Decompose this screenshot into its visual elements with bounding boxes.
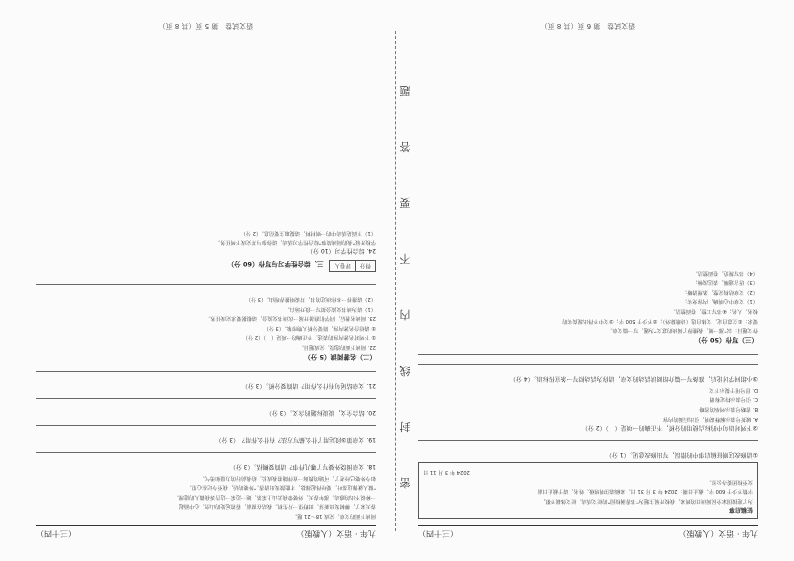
seal-char: 不 (399, 252, 411, 265)
question-22-line: 22. 阅读下面的选段，完成题目。 (298, 344, 376, 351)
writing-prompt-line: 校名、人名；④书写工整，卷面整洁。 (670, 308, 758, 315)
question-19: 19. 文章第③段运用了什么描写方法？有什么作用？（3 分） (215, 436, 376, 444)
seal-char: 封 (399, 420, 411, 433)
passage-line: 春天来了，柳树发出新芽，田野里一片生机。我站在窗前，看着远处的山峦，心中涌起 (178, 503, 376, 510)
scoring-item: （4）书写规范，卷面整洁。 (692, 269, 758, 276)
question-23-line: 23. 阅读名著后，同学们准备开展一次读书交流会，请根据要求完成任务。 (205, 315, 376, 322)
option-a: A. 破折号表示解释说明，引出后面的内容 (663, 415, 758, 422)
question-24-line: （1）下面是活动中的一则材料，请提取主要信息。（2 分） (240, 229, 376, 236)
seal-char: 线 (399, 364, 411, 377)
scoring-item: （3）语言通顺，表达流畅； (692, 279, 758, 286)
question-a: ①请修改这则征稿启事中的错误，写出修改意见。（1 分） (605, 450, 758, 458)
passage-line: 阅读下面的文章，完成 18～21 题。 (292, 513, 376, 519)
seal-char: 答 (399, 140, 411, 153)
question-c: ③小组同学讨论后，准备写一篇介绍阅读活动的文章，请你为活动拟写一条宣传标语。（4 分） (509, 375, 758, 383)
question-23-line: （2）请推荐一本你读过的书，并说明推荐理由。（3 分） (245, 296, 376, 303)
option-c: C. 引号表示特定称谓 (709, 396, 758, 403)
question-b: ②下列对语句中的标点使用的分析，不正确的一项是（ ）（2 分） (581, 423, 758, 431)
question-21: 21. 文章结尾句有什么作用？请简要分析。（3 分） (241, 382, 376, 390)
section-heading-row (36, 257, 376, 275)
scoring-item: （1）文章中心明确，内容充实； (682, 298, 758, 305)
passage-line: “做人就像这茶叶，要经得起揉捻，才能散发出清香。”外婆的话，我至今记在心里。 (186, 484, 376, 491)
writing-section-title: （三）写作（50 分） (694, 336, 758, 345)
notice-box (418, 462, 758, 519)
question-23-line: （1）请为读书交流会拟写一段开场白。 (284, 305, 376, 312)
seal-char: 密 (399, 476, 411, 489)
page-footer: 语文试卷 第 6 页（共 8 页） (540, 22, 636, 30)
page-footer: 语文试卷 第 5 页（共 8 页） (158, 22, 254, 30)
option-d: D. 冒号用于提示下文 (709, 386, 758, 393)
classics-section-title: （二）名著阅读（5 分） (304, 353, 376, 362)
grader-label: 评卷人 (334, 262, 351, 269)
notice-line: 为了迎接国家全民阅读日的到来，我校开展主题为“书香满校园”的征文活动。征文体裁不限， (540, 498, 753, 504)
answer-line[interactable] (36, 284, 376, 285)
page-header (418, 525, 758, 539)
binding-gutter (376, 0, 416, 561)
passage-line: 一种说不出的感动。那年春天，外婆带我去山上采茶，她一边采一边告诉我做人的道理。 (173, 493, 376, 500)
notice-date: 2024 年 3 月 11 日 (423, 469, 470, 476)
seal-char: 内 (399, 308, 411, 321)
answer-line[interactable] (36, 398, 376, 399)
notice-title: 征稿启事 (728, 506, 753, 513)
notice-line: 字数不少于 600 字。截止日期：2024 年 3 月 31 日。来稿请注明班级、姓名，请于截止日前 (537, 488, 753, 495)
answer-line[interactable] (36, 371, 376, 372)
option-b: B. 省略号表示列举的省略 (699, 406, 758, 413)
answer-line[interactable] (36, 425, 376, 426)
question-22-line: ① 下列对名著内容的表述，不正确的一项是（ ）（2 分） (242, 334, 376, 341)
answer-line[interactable] (36, 452, 376, 453)
question-18: 18. 文章围绕外婆写了哪几件事？请简要概括。（3 分） (229, 463, 376, 471)
answer-line[interactable] (418, 354, 758, 355)
page-header (36, 525, 376, 539)
seal-char: 要 (399, 196, 411, 209)
exam-page-5 (36, 21, 376, 539)
composition-section-title: 三、综合性学习与写作（60 分） (227, 260, 324, 269)
question-24-line: 学校开展“我的阅读故事”综合性学习活动，请你参与并完成下列任务。 (214, 239, 376, 246)
writing-prompt-line: 作文题目：以“那一刻，我懂得了阅读的意义”为题，写一篇文章。 (607, 327, 758, 334)
header-number: （三十四） (418, 529, 458, 538)
question-20: 20. 结合全文，说说标题的含义。（3 分） (265, 409, 376, 417)
notice-line: 交至校团委办公室。 (706, 478, 753, 485)
seal-text (398, 83, 412, 491)
question-24: 24. 综合性学习（10 分） (307, 247, 376, 255)
scoring-item: （2）文章结构完整，条理清晰； (682, 288, 758, 295)
header-number: （三十四） (36, 529, 76, 538)
answer-line[interactable] (418, 364, 758, 365)
seal-char: 题 (399, 84, 411, 97)
seal-dashed-line (395, 31, 396, 531)
exam-page-6 (418, 21, 758, 539)
writing-prompt-line: 要求：①立意自定，文体自选（诗歌除外）；②不少于 500 字；③文中不得出现真实的 (562, 317, 758, 324)
question-22-line: ② 请结合名著内容，简要分析人物形象。（3 分） (263, 324, 376, 331)
passage-line: 如今外婆已经老了，可她的教诲一直伴随着我成长，给我前行的力量和勇气。 (199, 474, 376, 481)
score-label: 得分 (355, 261, 375, 271)
header-subject: 九年 · 语文（人教版） (296, 529, 376, 538)
score-box (329, 260, 376, 272)
answer-line[interactable] (418, 440, 758, 441)
header-subject: 九年 · 语文（人教版） (678, 529, 758, 538)
